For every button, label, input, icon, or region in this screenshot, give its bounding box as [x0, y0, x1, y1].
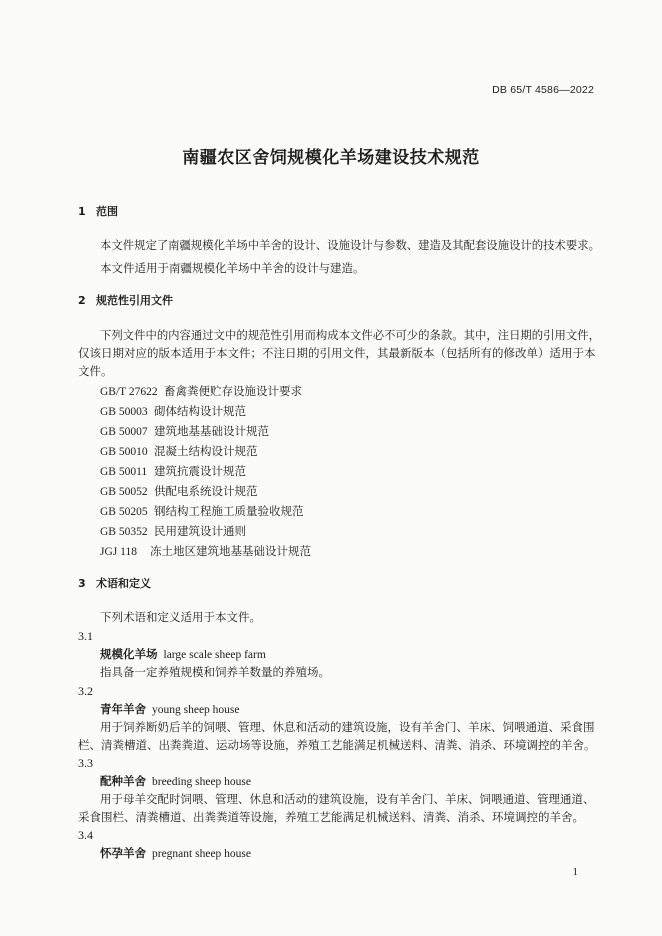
term-entry	[100, 774, 251, 789]
term-name-en: large scale sheep farm	[163, 649, 266, 661]
term-name-en: breeding sheep house	[152, 776, 251, 788]
section-title: 范围	[96, 205, 118, 218]
paragraph: 本文件适用于南疆规模化羊场中羊舍的设计与建造。	[100, 261, 365, 275]
term-entry	[100, 846, 251, 861]
term-name-en: young sheep house	[152, 704, 240, 716]
reference-item	[100, 424, 269, 439]
reference-code: JGJ 118	[100, 546, 137, 558]
reference-title: 畜禽粪便贮存设施设计要求	[164, 384, 302, 398]
paragraph: 仅该日期对应的版本适用于本文件；不注日期的引用文件，其最新版本（包括所有的修改单）适用于本	[78, 346, 596, 360]
term-definition: 栏、清粪槽道、出粪粪道、运动场等设施，养殖工艺能满足机械送料、清粪、消杀、环境调控的羊舍。	[78, 738, 596, 752]
reference-title: 冻土地区建筑地基基础设计规范	[150, 544, 311, 558]
paragraph: 下列术语和定义适用于本文件。	[100, 610, 261, 624]
paragraph: 本文件规定了南疆规模化羊场中羊舍的设计、设施设计与参数、建造及其配套设施设计的技术要求。	[100, 238, 600, 252]
reference-item	[100, 404, 246, 419]
reference-item	[100, 544, 311, 559]
term-number: 3.4	[78, 828, 93, 842]
reference-title: 建筑地基基础设计规范	[154, 424, 269, 438]
reference-item	[100, 484, 258, 499]
section-3-heading	[78, 577, 151, 591]
term-definition: 用于饲养断奶后羊的饲喂、管理、休息和活动的建筑设施，设有羊舍门、羊床、饲喂通道、采食围	[100, 720, 595, 734]
reference-code: GB 50052	[100, 486, 148, 498]
term-number: 3.3	[78, 756, 93, 770]
paragraph: 文件。	[78, 364, 113, 378]
term-number: 3.1	[78, 629, 93, 643]
section-number: 1	[78, 205, 86, 218]
reference-item	[100, 384, 302, 399]
term-name-cn: 怀孕羊舍	[100, 846, 146, 860]
document-title: 南疆农区舍饲规模化羊场建设技术规范	[182, 148, 480, 168]
reference-title: 混凝土结构设计规范	[154, 444, 258, 458]
reference-code: GB 50003	[100, 406, 148, 418]
section-number: 3	[78, 577, 86, 590]
term-definition: 指具备一定养殖规模和饲养羊数量的养殖场。	[100, 665, 330, 679]
section-number: 2	[78, 294, 86, 307]
reference-item	[100, 464, 246, 479]
reference-code: GB/T 27622	[100, 386, 158, 398]
paragraph: 下列文件中的内容通过文中的规范性引用而构成本文件必不可少的条款。其中，注日期的引用文件，	[100, 328, 600, 342]
section-title: 规范性引用文件	[96, 294, 173, 307]
term-entry	[100, 647, 266, 662]
reference-item	[100, 504, 304, 519]
reference-title: 民用建筑设计通则	[154, 524, 246, 538]
reference-code: GB 50205	[100, 506, 148, 518]
term-definition: 用于母羊交配时饲喂、管理、休息和活动的建筑设施，设有羊舍门、羊床、饲喂通道、管理通道、	[100, 792, 595, 806]
term-name-en: pregnant sheep house	[152, 848, 251, 860]
section-2-heading	[78, 294, 173, 308]
reference-title: 建筑抗震设计规范	[154, 464, 246, 478]
reference-code: GB 50010	[100, 446, 148, 458]
reference-item	[100, 444, 258, 459]
reference-title: 供配电系统设计规范	[154, 484, 258, 498]
reference-code: GB 50011	[100, 466, 148, 478]
term-number: 3.2	[78, 684, 93, 698]
term-definition: 采食围栏、清粪槽道、出粪粪道等设施，养殖工艺能满足机械送料、清粪、消杀、环境调控的羊舍。	[78, 810, 584, 824]
reference-title: 砌体结构设计规范	[154, 404, 246, 418]
reference-code: GB 50007	[100, 426, 148, 438]
reference-item	[100, 524, 246, 539]
term-entry	[100, 702, 240, 717]
term-name-cn: 规模化羊场	[100, 647, 158, 661]
document-code: DB 65/T 4586—2022	[492, 84, 594, 96]
section-title: 术语和定义	[96, 577, 151, 590]
term-name-cn: 配种羊舍	[100, 774, 146, 788]
term-name-cn: 青年羊舍	[100, 702, 146, 716]
reference-title: 钢结构工程施工质量验收规范	[154, 504, 304, 518]
section-1-heading	[78, 205, 118, 219]
page-number: 1	[572, 866, 578, 878]
reference-code: GB 50352	[100, 526, 148, 538]
